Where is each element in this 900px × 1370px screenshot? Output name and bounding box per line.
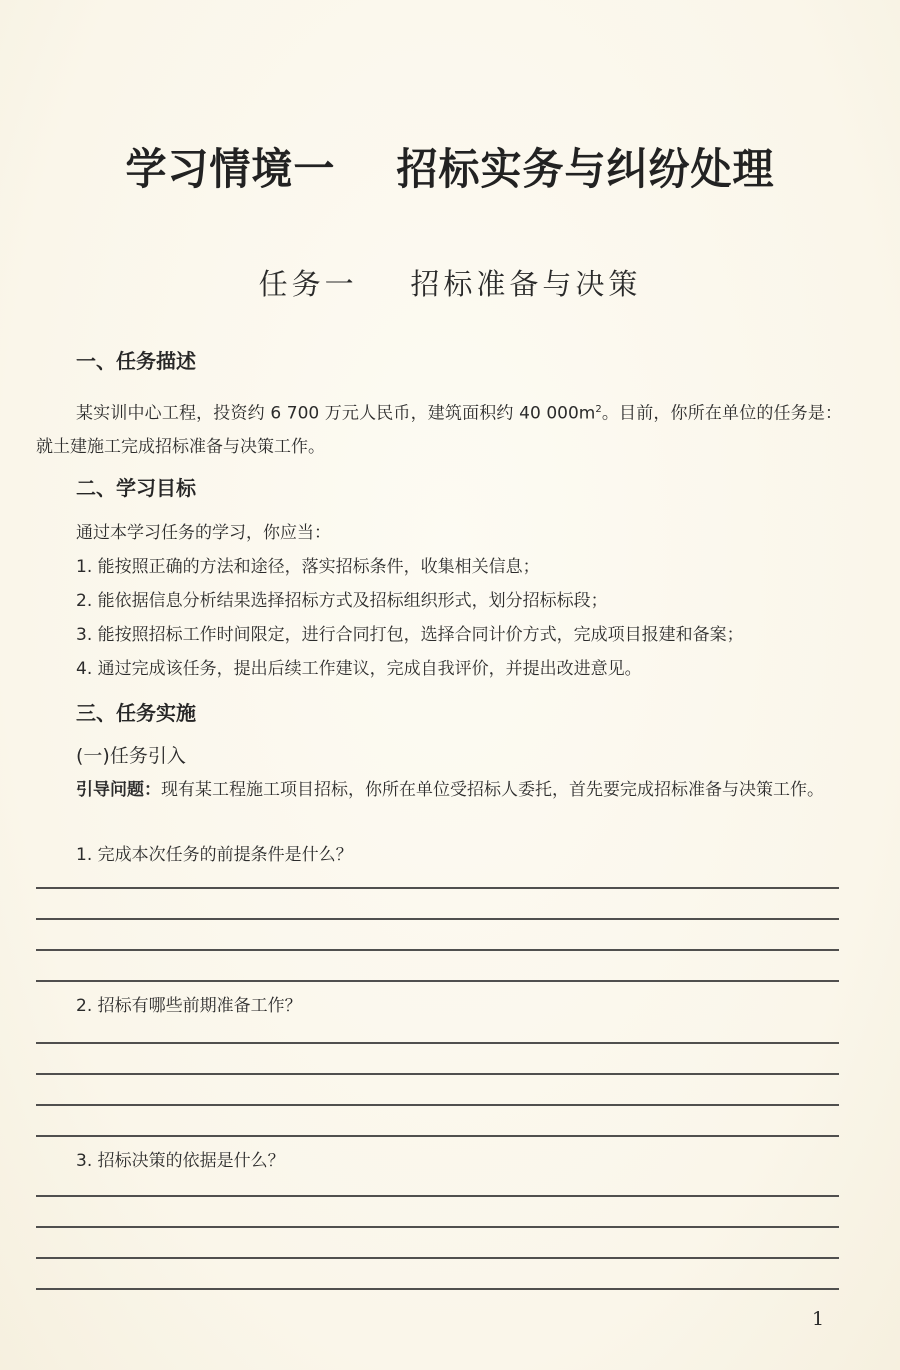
page-number: 1: [812, 1308, 825, 1330]
objective-item-4: 4. 通过完成该任务，提出后续工作建议，完成自我评价，并提出改进意见。: [76, 659, 642, 679]
answer-line-q3-1[interactable]: [36, 1195, 839, 1197]
guide-question-label: 引导问题：: [76, 780, 161, 800]
description-text-part1: 某实训中心工程，投资约 6 700 万元人民币，建筑面积约 40 000m: [76, 403, 596, 424]
answer-line-q1-1[interactable]: [36, 887, 839, 889]
description-text-part2: 。目前，你所在单位的任务是：就土建施工完成招标准备与决策工作。: [36, 403, 843, 457]
heading-learning-objectives: 二、学习目标: [76, 476, 196, 500]
superscript-2: 2: [595, 404, 602, 415]
question-3: 3. 招标决策的依据是什么？: [76, 1151, 285, 1171]
answer-line-q3-4[interactable]: [36, 1288, 839, 1290]
task-description-paragraph: [36, 393, 842, 464]
objectives-intro: 通过本学习任务的学习，你应当：: [76, 523, 331, 543]
answer-line-q2-3[interactable]: [36, 1104, 839, 1106]
answer-line-q2-2[interactable]: [36, 1073, 839, 1075]
answer-line-q1-3[interactable]: [36, 949, 839, 951]
heading-task-implementation: 三、任务实施: [76, 701, 196, 725]
objective-item-1: 1. 能按照正确的方法和途径，落实招标条件，收集相关信息；: [76, 557, 540, 577]
answer-line-q1-2[interactable]: [36, 918, 839, 920]
answer-line-q1-4[interactable]: [36, 980, 839, 982]
answer-line-q3-3[interactable]: [36, 1257, 839, 1259]
guide-question-paragraph: [36, 774, 842, 807]
question-2: 2. 招标有哪些前期准备工作？: [76, 996, 302, 1016]
guide-question-text: 现有某工程施工项目招标，你所在单位受招标人委托，首先要完成招标准备与决策工作。: [161, 780, 824, 800]
task-title: 任务一 招标准备与决策: [258, 267, 642, 301]
objective-item-3: 3. 能按照招标工作时间限定，进行合同打包，选择合同计价方式，完成项目报建和备案；: [76, 625, 744, 645]
answer-line-q3-2[interactable]: [36, 1226, 839, 1228]
answer-line-q2-1[interactable]: [36, 1042, 839, 1044]
subheading-task-introduction: (一)任务引入: [76, 745, 186, 767]
question-1: 1. 完成本次任务的前提条件是什么？: [76, 845, 353, 865]
answer-line-q2-4[interactable]: [36, 1135, 839, 1137]
objective-item-2: 2. 能依据信息分析结果选择招标方式及招标组织形式，划分招标标段；: [76, 591, 608, 611]
heading-task-description: 一、任务描述: [76, 349, 196, 373]
chapter-title: 学习情境一 招标实务与纠纷处理: [125, 143, 775, 195]
